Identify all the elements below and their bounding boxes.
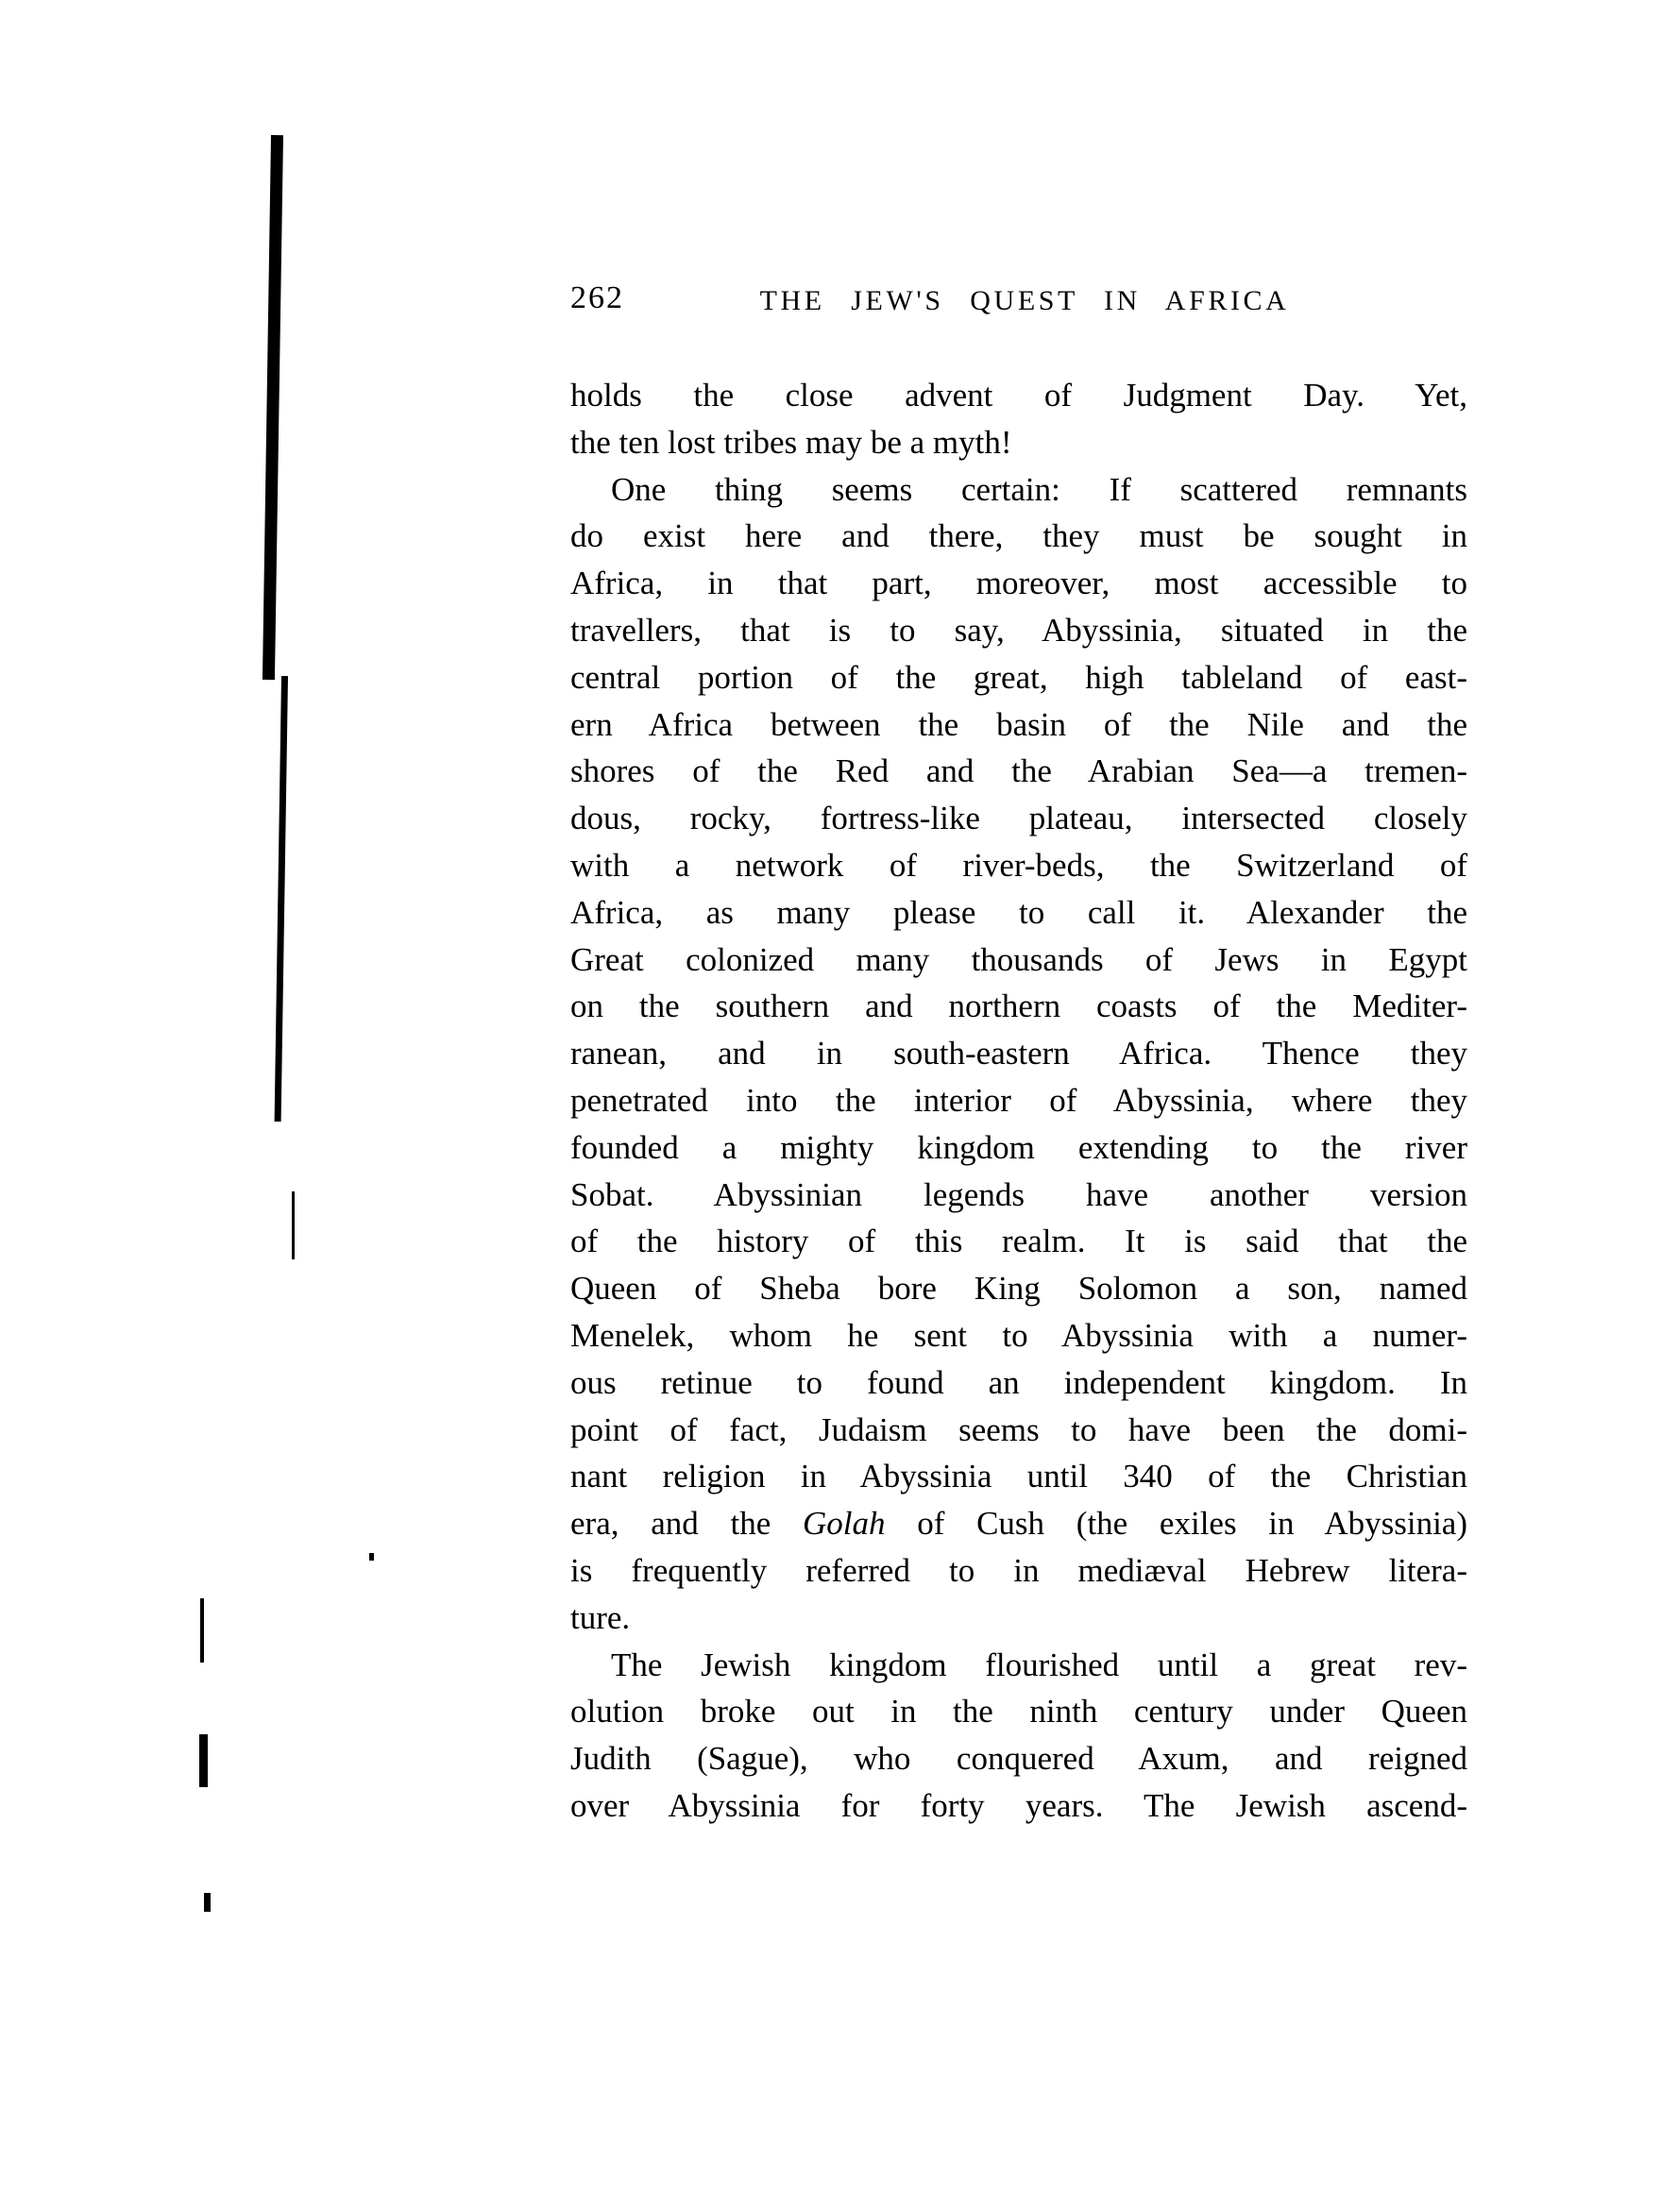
text-line: Great colonized many thousands of Jews in Egypt xyxy=(570,940,1467,978)
text-segment: era, and the xyxy=(570,1505,803,1543)
text-line: founded a mighty kingdom extending to the river xyxy=(570,1128,1467,1166)
scan-artifact-ink-dot xyxy=(369,1553,374,1561)
text-line: The Jewish kingdom flourished until a great rev- xyxy=(611,1646,1467,1683)
text-line: do exist here and there, they must be sought in xyxy=(570,517,1467,555)
italic-term-golah: Golah xyxy=(802,1505,886,1543)
text-line: dous, rocky, fortress-like plateau, intersected closely xyxy=(570,800,1467,837)
text-line: holds the close advent of Judgment Day. Yet, xyxy=(570,377,1467,414)
scan-artifact-gutter-bar-mid xyxy=(275,676,288,1122)
text-line: ous retinue to found an independent kingdom. In xyxy=(570,1363,1467,1401)
text-line: penetrated into the interior of Abyssinia, where they xyxy=(570,1081,1467,1119)
text-line: Menelek, whom he sent to Abyssinia with a numer- xyxy=(570,1316,1467,1354)
scan-artifact-margin-line-small xyxy=(200,1598,204,1663)
text-line xyxy=(570,1500,1467,1547)
text-line: Sobat. Abyssinian legends have another version xyxy=(570,1175,1467,1213)
text-line: Africa, as many please to call it. Alexander the xyxy=(570,893,1467,931)
text-line: point of fact, Judaism seems to have been the domi- xyxy=(570,1410,1467,1448)
page-number: 262 xyxy=(570,280,624,315)
text-line: ern Africa between the basin of the Nile and the xyxy=(570,705,1467,743)
text-line: ture. xyxy=(570,1598,631,1636)
text-line: of the history of this realm. It is said that the xyxy=(570,1223,1467,1260)
scan-artifact-ink-block xyxy=(204,1893,211,1912)
scan-artifact-gutter-bar-top xyxy=(263,135,283,680)
text-line: travellers, that is to say, Abyssinia, situated in the xyxy=(570,611,1467,649)
body-text xyxy=(570,372,1467,1830)
running-title: THE JEW'S QUEST IN AFRICA xyxy=(759,285,1290,316)
text-line: over Abyssinia for forty years. The Jewish ascend- xyxy=(570,1786,1467,1824)
text-line: Africa, in that part, moreover, most accessible to xyxy=(570,565,1467,602)
text-line: Queen of Sheba bore King Solomon a son, named xyxy=(570,1270,1467,1308)
scan-artifact-margin-line-thick xyxy=(199,1734,208,1787)
text-line: on the southern and northern coasts of the Mediter- xyxy=(570,988,1467,1025)
text-line: Judith (Sague), who conquered Axum, and reigned xyxy=(570,1740,1467,1778)
text-segment: of Cush (the exiles in Abyssinia) xyxy=(885,1505,1467,1543)
text-line: is frequently referred to in mediæval Hebrew litera- xyxy=(570,1551,1467,1589)
text-line: the ten lost tribes may be a myth! xyxy=(570,423,1012,461)
text-line: ranean, and in south-eastern Africa. Thence they xyxy=(570,1035,1467,1072)
text-line: with a network of river-beds, the Switzerland of xyxy=(570,846,1467,884)
text-line: nant religion in Abyssinia until 340 of the Christian xyxy=(570,1458,1467,1495)
text-line: central portion of the great, high tableland of east- xyxy=(570,658,1467,696)
text-line: olution broke out in the ninth century under Queen xyxy=(570,1693,1467,1731)
text-line: shores of the Red and the Arabian Sea—a tremen- xyxy=(570,752,1467,790)
text-line: One thing seems certain: If scattered remnants xyxy=(611,470,1467,508)
scan-artifact-gutter-bar-thin xyxy=(292,1191,295,1259)
